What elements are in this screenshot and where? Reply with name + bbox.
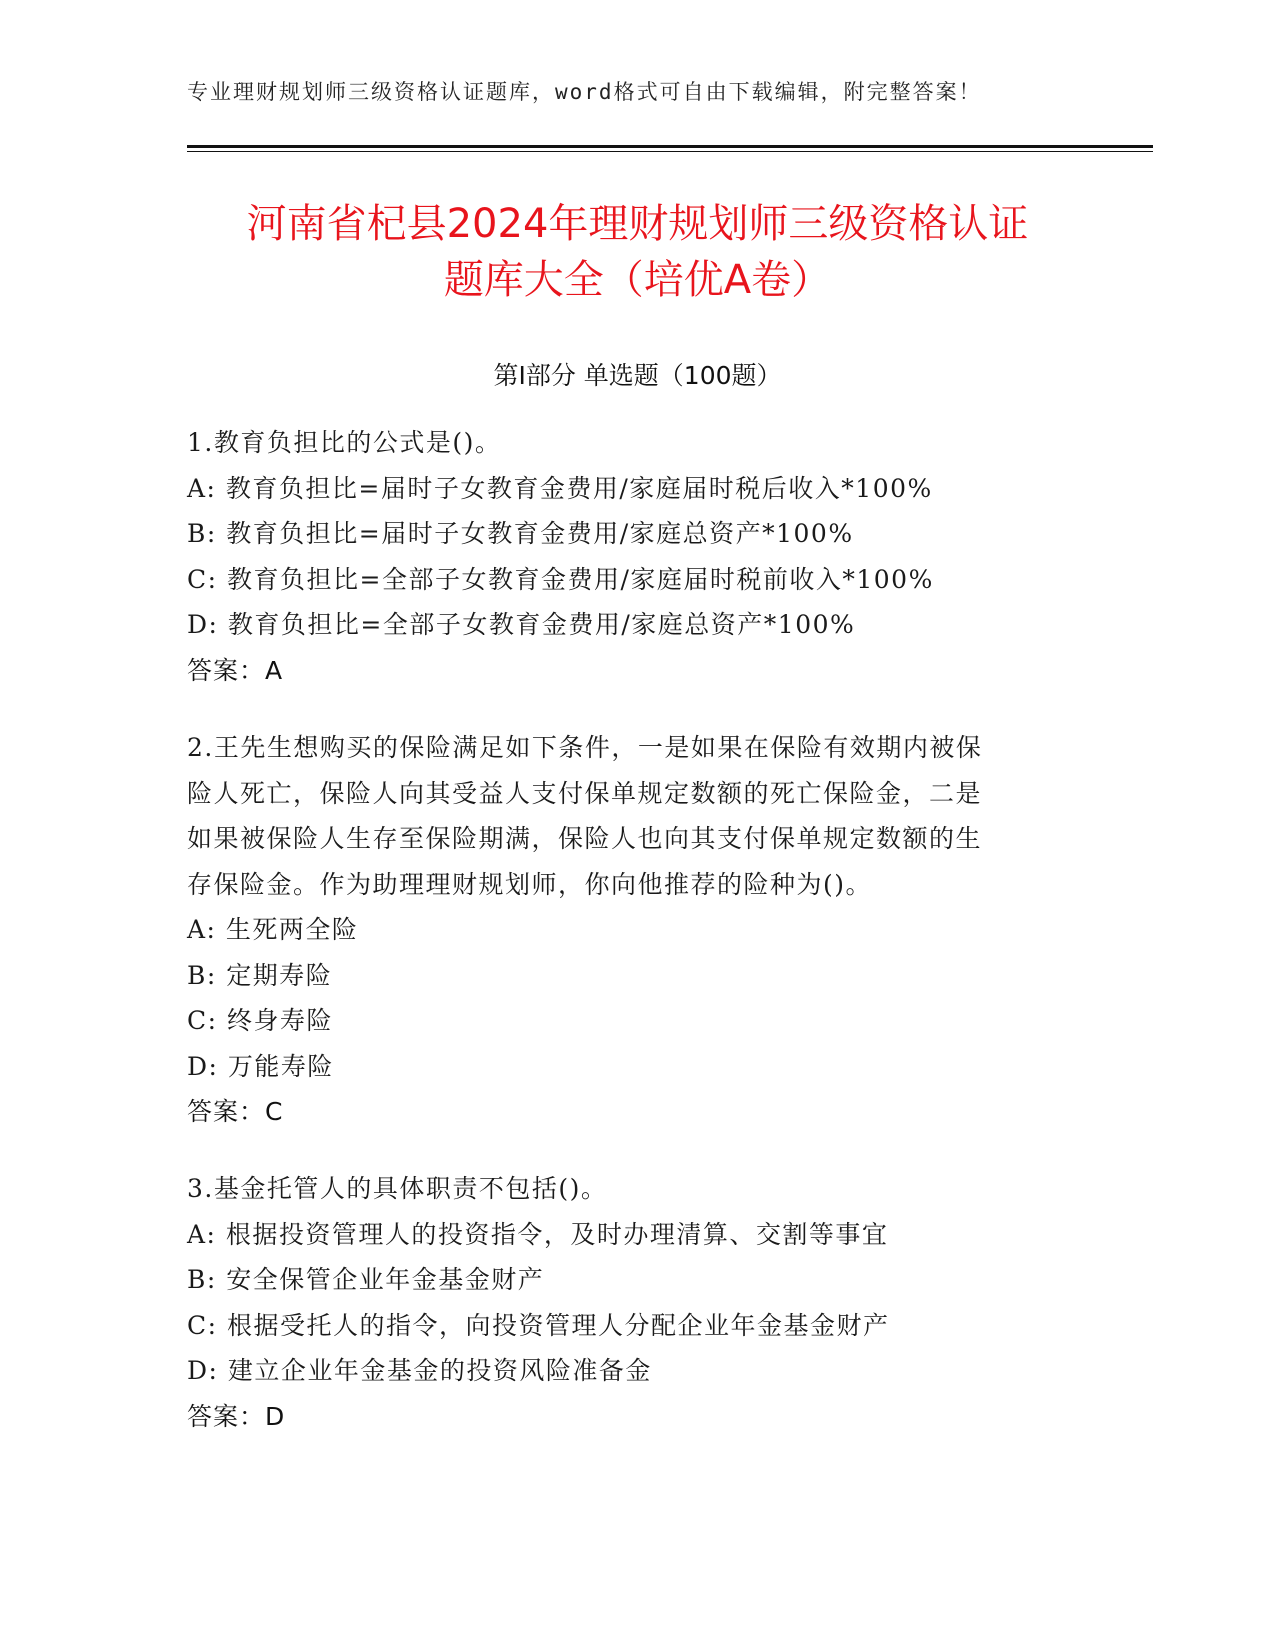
question-3-answer: 答案：D: [187, 1401, 286, 1431]
question-1-option-d: D: 教育负担比=全部子女教育金费用/家庭总资产*100%: [187, 610, 856, 639]
header-rule-thick: [187, 145, 1153, 148]
question-1-option-c: C: 教育负担比=全部子女教育金费用/家庭届时税前收入*100%: [187, 564, 934, 594]
header-rule-thin: [187, 151, 1153, 152]
question-3-option-a: A: 根据投资管理人的投资指令，及时办理清算、交割等事宜: [187, 1219, 889, 1249]
question-2-text-line: 险人死亡，保险人向其受益人支付保单规定数额的死亡保险金，二是: [187, 778, 983, 808]
section-title: 第I部分 单选题（100题）: [493, 361, 782, 390]
document-title: [150, 196, 1125, 308]
question-3-option-c: C: 根据受托人的指令，向投资管理人分配企业年金基金财产: [187, 1310, 890, 1340]
question-2-text-line: 2.王先生想购买的保险满足如下条件，一是如果在保险有效期内被保: [187, 733, 983, 762]
document-title-line-2: 题库大全（培优A卷）: [443, 257, 832, 303]
question-2-answer: 答案：C: [187, 1097, 284, 1126]
document-title-line-1: 河南省杞县2024年理财规划师三级资格认证: [246, 201, 1029, 247]
question-3-text-line: 3.基金托管人的具体职责不包括()。: [187, 1174, 608, 1203]
question-2-option-b: B: 定期寿险: [187, 960, 333, 990]
question-2-text-line: 存保险金。作为助理理财规划师，你向他推荐的险种为()。: [187, 869, 873, 899]
question-2-text-line: 如果被保险人生存至保险期满，保险人也向其支付保单规定数额的生: [187, 824, 983, 853]
header-note: 专业理财规划师三级资格认证题库，word格式可自由下载编辑，附完整答案！: [187, 80, 982, 104]
question-3-option-d: D: 建立企业年金基金的投资风险准备金: [187, 1356, 652, 1385]
question-2: [187, 725, 1067, 1135]
question-1: [187, 420, 1067, 693]
question-3: [187, 1166, 1067, 1439]
question-1-text-line: 1.教育负担比的公式是()。: [187, 428, 502, 457]
question-3-option-b: B: 安全保管企业年金基金财产: [187, 1265, 545, 1294]
question-1-option-a: A: 教育负担比=届时子女教育金费用/家庭届时税后收入*100%: [187, 473, 933, 503]
question-2-option-d: D: 万能寿险: [187, 1051, 334, 1081]
question-1-option-b: B: 教育负担比=届时子女教育金费用/家庭总资产*100%: [187, 519, 854, 548]
question-2-option-a: A: 生死两全险: [187, 915, 359, 944]
question-1-answer: 答案：A: [187, 655, 284, 685]
question-2-option-c: C: 终身寿险: [187, 1006, 333, 1035]
